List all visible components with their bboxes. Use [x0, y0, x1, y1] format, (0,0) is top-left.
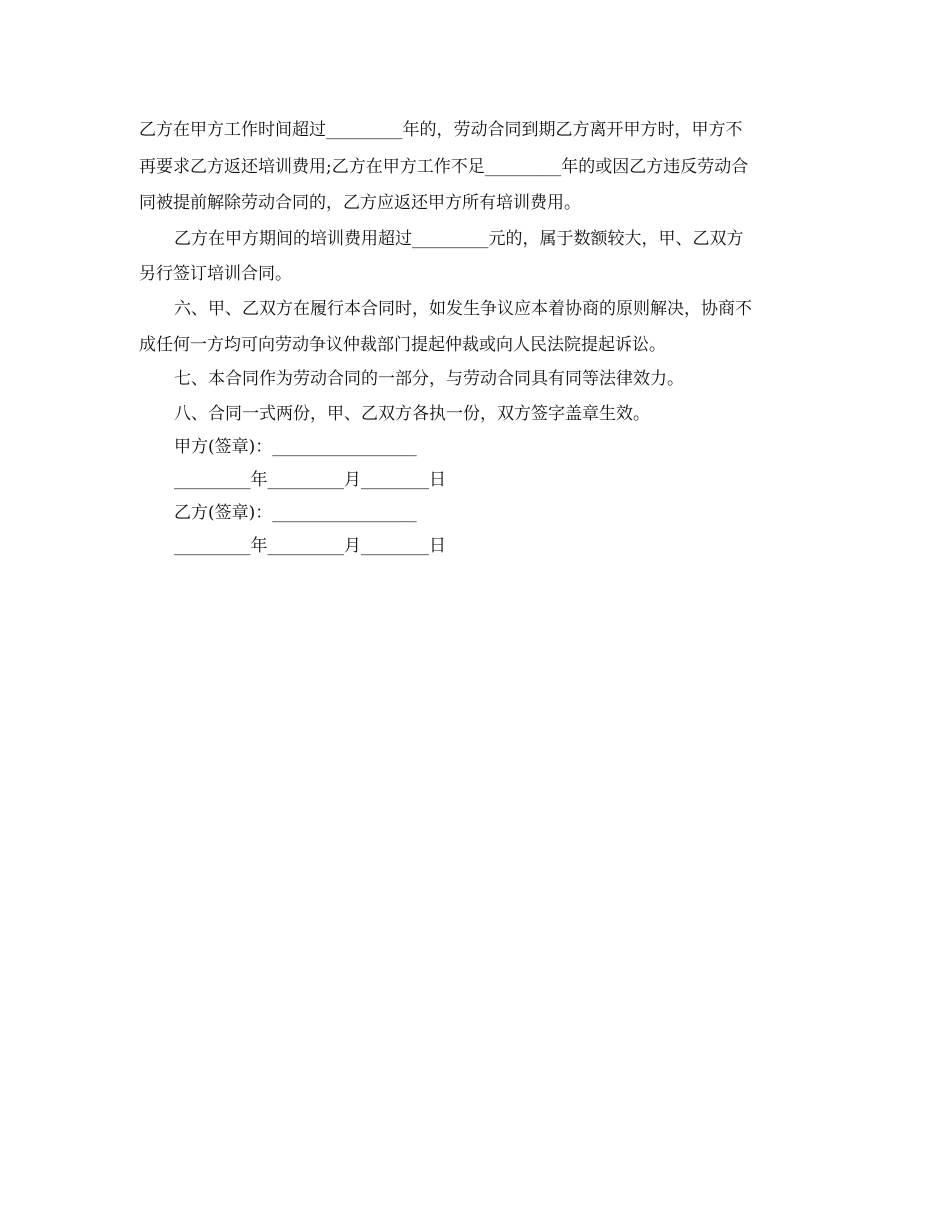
- party-a-date-line: _________年_________月________日: [174, 470, 446, 490]
- training-paragraph-line-1: 乙方在甲方期间的培训费用超过_________元的，属于数额较大，甲、乙双方: [174, 229, 744, 249]
- clause-8: 八、合同一式两份，甲、乙双方各执一份，双方签字盖章生效。: [174, 404, 650, 424]
- party-b-signature-line: 乙方(签章)：_________________: [174, 503, 417, 523]
- clause-6-line-1: 六、甲、乙双方在履行本合同时，如发生争议应本着协商的原则解决，协商不: [174, 299, 752, 319]
- clause-6-line-2: 成任何一方均可向劳动争议仲裁部门提起仲裁或向人民法院提起诉讼。: [139, 335, 666, 355]
- clause-7: 七、本合同作为劳动合同的一部分，与劳动合同具有同等法律效力。: [174, 369, 684, 389]
- paragraph-line-1: 乙方在甲方工作时间超过_________年的，劳动合同到期乙方离开甲方时，甲方不: [139, 120, 743, 140]
- party-a-signature-line: 甲方(签章)：_________________: [174, 437, 417, 457]
- party-b-date-line: _________年_________月________日: [174, 536, 446, 556]
- training-paragraph-line-2: 另行签订培训合同。: [139, 264, 292, 284]
- paragraph-line-2: 再要求乙方返还培训费用;乙方在甲方工作不足_________年的或因乙方违反劳动合: [139, 157, 749, 177]
- paragraph-line-3: 同被提前解除劳动合同的，乙方应返还甲方所有培训费用。: [139, 193, 581, 213]
